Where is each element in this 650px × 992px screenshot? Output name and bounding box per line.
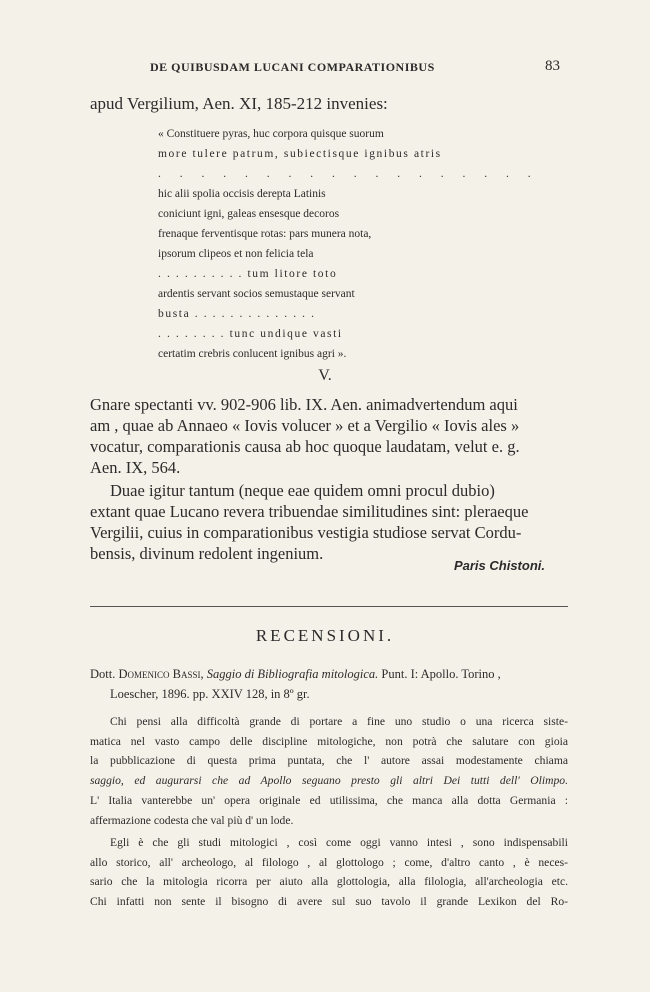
text-line: Chi infatti non sente il bisogno di avere sul suo tavolo il grande Lexikon del Ro- [90,895,568,909]
text-line: am , quae ab Annaeo « Iovis volucer » et a Vergilio « Iovis ales » [90,416,520,435]
text-line: bensis, divinum redolent ingenium. [90,544,324,563]
verse-line: frenaque ferventisque rotas: pars munera nota, [158,228,372,240]
verse-line: hic alii spolia occisis derepta Latinis [158,188,326,200]
text-line: la pubblicazione di questa prima puntata, che l' autore assai modestamente chiama [90,754,568,768]
verse-line: « Constituere pyras, huc corpora quisque suorum [158,128,384,140]
text-line: Chi pensi alla difficoltà grande di portare a fine uno studio o una ricerca siste- [110,715,568,728]
section-divider [90,606,568,607]
text-line: Gnare spectanti vv. 902-906 lib. IX. Aen. animadvertendum aqui [90,395,518,414]
verse-line: coniciunt igni, galeas ensesque decoros [158,208,340,220]
review-paragraph-1 [90,712,568,830]
verse-line: more tulere patrum, subiectisque ignibus atris [158,148,442,160]
section-number: V. [318,367,332,384]
text-line: sario che la mitologia ricorra per aiuto alla glottologia, alla filologia, all'archeologia etc. [90,875,568,889]
reference-details-line: Loescher, 1896. pp. XXIV 128, in 8º gr. [110,687,310,701]
review-paragraph-2 [90,833,568,912]
text-line: affermazione codesta che val più d' un lode. [90,813,294,827]
text-line: Aen. IX, 564. [90,458,181,477]
verse-line: . . . . . . . . . . tum litore toto [158,268,338,280]
recensioni-heading: RECENSIONI. [255,626,395,645]
verse-line: . . . . . . . . tunc undique vasti [158,328,343,340]
paragraph-2 [90,480,568,564]
author-signature: Paris Chistoni. [453,558,545,573]
verse-line: certatim crebris conlucent ignibus agri ». [158,348,347,360]
verse-ellipsis: . . . . . . . . . . . . . . . . . . [158,168,539,180]
text-line: allo storico, all' archeologo, al filologo , al glottologo ; come, d'altro canto , è neces- [90,855,568,869]
text-line: L' Italia vanterebbe un' opera originale ed utilissima, che manca alla dotta Germania : [90,793,568,807]
text-line: extant quae Lucano revera tribuendae similitudines sint: pleraeque [90,502,529,521]
reference-title: Saggio di Bibliografia mitologica. [206,667,379,681]
page-header [150,60,560,80]
verse-line: ardentis servant socios semustaque servant [158,288,355,300]
text-line: matica nel vasto campo delle discipline mitologiche, non potrà che salutare con gioia [90,734,568,748]
paragraph-1 [90,394,568,478]
text-line: saggio, ed augurarsi che ad Apollo seguano presto gli altri Dei tutti dell' Olimpo. [90,774,568,788]
book-reference: Dott. Domenico Bassi, Saggio di Bibliografia mitologica. Punt. I: Apollo. Torino , Loescher, 1896. pp. XXIV 128, in 8º gr. [90,664,568,704]
text-line: Vergilii, cuius in comparationibus vestigia studiose servat Cordu- [90,523,522,542]
intro-line: apud Vergilium, Aen. XI, 185-212 invenies: [90,94,388,113]
verse-line: ipsorum clipeos et non felicia tela [158,248,314,260]
reference-prefix: Dott. [90,667,116,681]
page-number: 83 [545,58,560,74]
reference-details: Punt. I: Apollo. Torino , [381,667,501,681]
running-title: DE QUIBUSDAM LUCANI COMPARATIONIBUS [150,60,435,74]
text-line: vocatur, comparationis causa ab hoc quoque laudatam, velut e. g. [90,437,520,456]
verse-line: busta . . . . . . . . . . . . . . [158,308,316,320]
text-line: Egli è che gli studi mitologici , così come oggi vanno intesi , sono indispensabili [110,836,568,849]
verse-quotation [158,124,539,364]
text-line: Duae igitur tantum (neque eae quidem omni procul dubio) [110,481,495,500]
reference-author: Domenico Bassi [118,667,201,681]
